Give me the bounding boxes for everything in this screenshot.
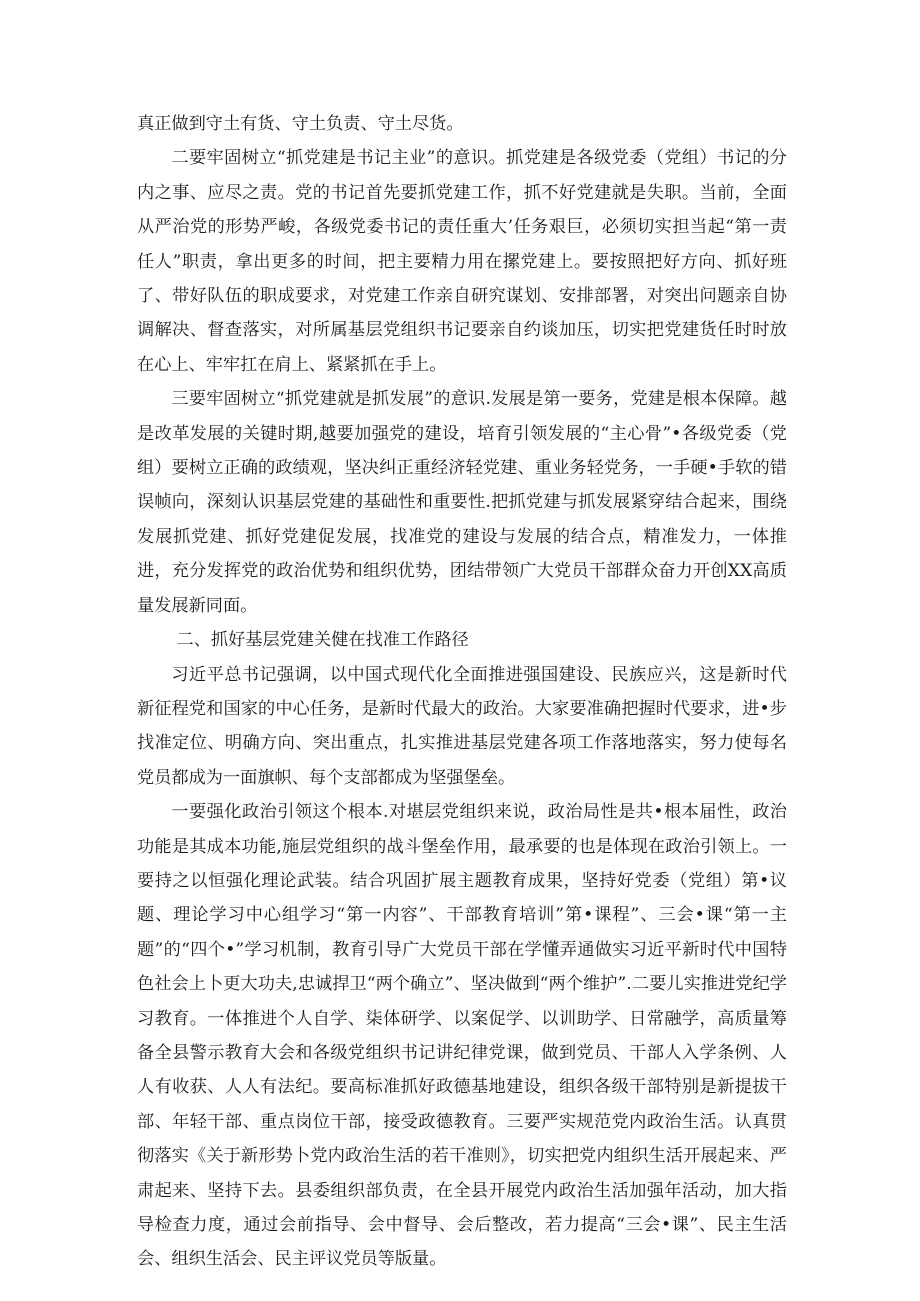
paragraph-third-requirement: 三要牢固树立“抓党建就是抓发展”的意识.发展是第一要务，党建是根本保障。越是改革发展的关键时期,越要加强党的建设，培育引领发展的“主心骨”•各级党委（党组）要树立正确的政绩观，坚决纠正重经济轻党建、重业务轻党务，一手硬•手软的错误帧向，深刻认识基层党建的基础性和重要性.把抓党建与抓发展紧穿结合起来，围绕发展抓党建、抓好党建促发展，找准党的建设与发展的结合点，精准发力，一体推进，充分发挥党的政治优势和组织优势，团结带领广大党员干部群众奋力开创XX高质量发展新同面。	[137, 389, 787, 616]
paragraph-continuation: 真正做到守土有货、守土负责、守土尽货。	[137, 114, 464, 134]
document-page	[137, 107, 787, 1277]
paragraph-central-task: 习近平总书记强调，以中国式现代化全面推进强国建设、民族应兴，这是新时代新征程党和国家的中心任务，是新时代最大的政治。大家要准确把握时代要求，进•步找准定位、明确方向、突出重点，扎实推进基层党建各项工作落地落实，努力使每名党员都成为一面旗帜、每个支部都成为坚强堡垒。	[137, 664, 787, 788]
paragraph-second-requirement: 二要牢固树立“抓党建是书记主业”的意识。抓党建是各级党委（党组）书记的分内之事、应尽之责。党的书记首先要抓党建工作，抓不好党建就是失职。当前，全面从严治党的形势严峻，各级党委书记的责任重大’任务艰巨，必须切实担当起“第一责任人”职责，拿出更多的时间，把主要精力用在摞党建上。要按照把好方向、抓好班了、带好队伍的职成要求，对党建工作亲自研究谋划、安排部署，对突出问题亲自协调解决、督查落实，对所属基层党组织书记要亲自约谈加压，切实把党建货任时时放在心上、牢牢扛在肩上、紧紧抓在手上。	[137, 148, 787, 375]
section-heading: 二、抓好基层党建关健在找准工作路径	[176, 630, 469, 651]
paragraph-political-guidance: 一要强化政治引领这个根本.对堪层党组织来说，政治局性是共•根本届性，政治功能是其成本功能,施层党组织的战斗堡垒作用，最承要的也是体现在政治引领上。一要持之以恒强化理论武装。结合巩固扩展主题教育成果，坚持好党委（党组）第•议题、理论学习中心组学习“第一内容”、干部教育培训”第•课程”、三会•课“第一主题”的“四个•”学习机制，教育引导广大党员干部在学懂弄通做实习近平新时代中国特色社会上卜更大功夫,忠诚捍卫“两个确立”、坚决做到“两个维护”.二要儿实推进党纪学习教育。一体推进个人自学、柒体研学、以案促学、以训助学、日常融学，高质量筹备全县警示教育大会和各级党组织书记讲纪律党课，做到党员、干部人入学条例、人人有收获、人人有法纪。要高标准抓好政德基地建设，组织各级干部特别是新提拔干部、年轻干部、重点岗位干部，接受政德教育。三要严实规范党内政治生活。认真贯彻落实《关于新形势卜党内政治生活的若干准则》，切实把党内组织生活开展起来、严肃起来、坚持下去。县委组织部负责，在全县开展党内政治生活加强年活动，加大指导检查力度，通过会前指导、会中督导、会后整改，若力提高“三会•课”、民主生活会、组织生活会、民主评议党员等版量。	[137, 802, 787, 1270]
